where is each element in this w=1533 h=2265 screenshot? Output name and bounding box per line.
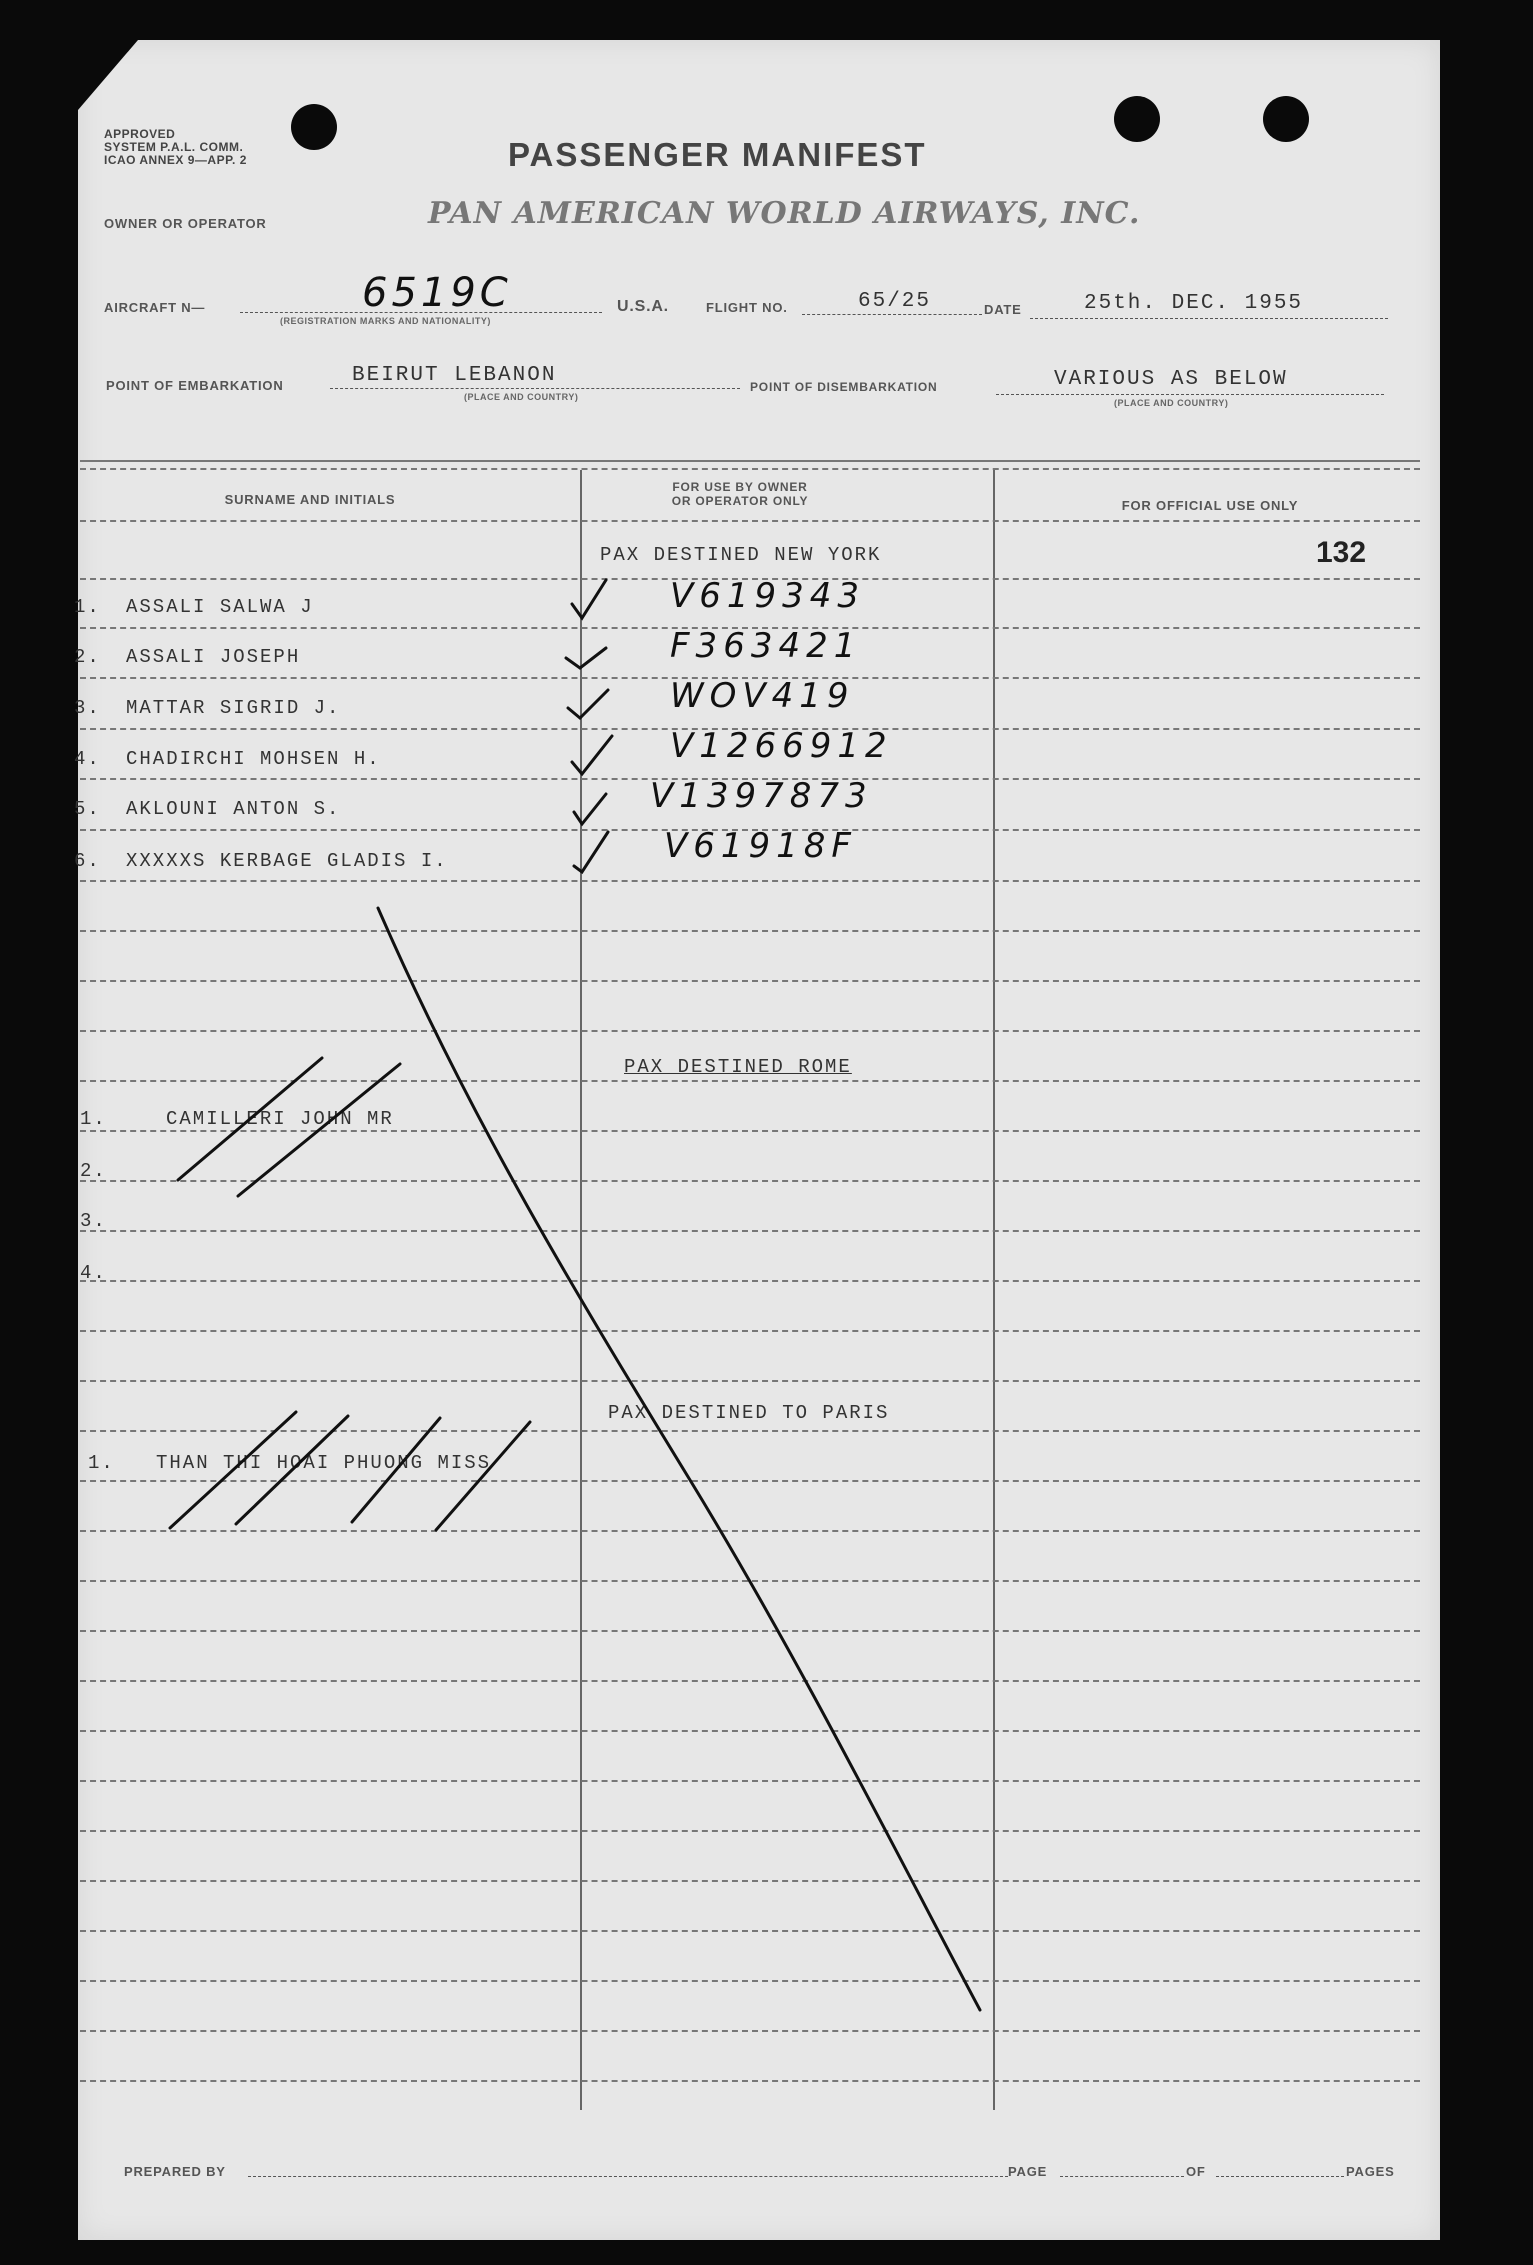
- embarkation-sub: (PLACE AND COUNTRY): [464, 392, 579, 402]
- group-heading-new-york: PAX DESTINED NEW YORK: [600, 544, 882, 566]
- approval-line: APPROVED: [104, 127, 176, 141]
- passenger-name: AKLOUNI ANTON S.: [126, 798, 341, 820]
- passenger-name: ASSALI JOSEPH: [126, 646, 301, 668]
- row-number: 3.: [80, 1210, 107, 1232]
- passenger-number: 5.: [74, 798, 101, 820]
- embarkation-label: POINT OF EMBARKATION: [106, 378, 284, 393]
- passenger-name: THAN THI HOAI PHUONG MISS: [156, 1452, 492, 1474]
- strike-line: [238, 1064, 400, 1196]
- approval-line: SYSTEM P.A.L. COMM.: [104, 140, 244, 154]
- date-value: 25th. DEC. 1955: [1084, 292, 1304, 315]
- passenger-number: 2.: [74, 646, 101, 668]
- checkmark-icon: [568, 690, 608, 718]
- checkmark-icon: [574, 832, 608, 872]
- passport-number: F363421: [670, 626, 862, 666]
- strike-line: [436, 1422, 530, 1530]
- strike-line: [170, 1412, 296, 1528]
- row-number: 2.: [80, 1160, 107, 1182]
- passport-number: V61918F: [664, 826, 857, 866]
- group-heading-rome: PAX DESTINED ROME: [624, 1056, 852, 1078]
- column-header-operator: FOR USE BY OWNER OR OPERATOR ONLY: [671, 480, 809, 508]
- passport-number: V1397873: [650, 776, 873, 816]
- checkmark-icon: [572, 580, 606, 618]
- owner-label: OWNER OR OPERATOR: [104, 216, 267, 231]
- passenger-name: XXXXXS KERBAGE GLADIS I.: [126, 850, 448, 872]
- aircraft-sub: (REGISTRATION MARKS AND NATIONALITY): [280, 316, 491, 326]
- aircraft-label: AIRCRAFT N—: [104, 300, 206, 315]
- passport-number: V619343: [670, 576, 866, 616]
- passport-number: V1266912: [670, 726, 893, 766]
- embarkation-value: BEIRUT LEBANON: [352, 364, 557, 387]
- owner-value: PAN AMERICAN WORLD AIRWAYS, INC.: [428, 196, 1141, 231]
- footer-of: OF: [1186, 2164, 1206, 2179]
- passenger-name: ASSALI SALWA J: [126, 596, 314, 618]
- column-header-official: FOR OFFICIAL USE ONLY: [1121, 498, 1299, 513]
- passenger-number: 3.: [74, 697, 101, 719]
- strike-line: [178, 1058, 322, 1180]
- flight-value: 65/25: [858, 290, 932, 313]
- nationality: U.S.A.: [617, 298, 669, 315]
- disembarkation-sub: (PLACE AND COUNTRY): [1114, 398, 1229, 408]
- footer-prepared-by: PREPARED BY: [124, 2164, 226, 2179]
- strike-line: [352, 1418, 440, 1522]
- flight-label: FLIGHT NO.: [706, 300, 788, 315]
- page-count: 132: [1316, 536, 1367, 569]
- passenger-name: MATTAR SIGRID J.: [126, 697, 341, 719]
- passenger-name: CAMILLERI JOHN MR: [166, 1108, 394, 1130]
- checkmark-icon: [566, 648, 606, 668]
- disembarkation-label: POINT OF DISEMBARKATION: [750, 380, 938, 394]
- group-heading-paris: PAX DESTINED TO PARIS: [608, 1402, 890, 1424]
- passport-number: WOV419: [670, 676, 855, 716]
- footer-pages: PAGES: [1346, 2164, 1395, 2179]
- row-number: 1.: [80, 1108, 107, 1130]
- row-number: 4.: [80, 1262, 107, 1284]
- passenger-name: CHADIRCHI MOHSEN H.: [126, 748, 381, 770]
- aircraft-value: 6519C: [362, 270, 512, 316]
- disembarkation-value: VARIOUS AS BELOW: [1054, 368, 1288, 391]
- checkmark-icon: [574, 794, 606, 824]
- strike-line: [236, 1416, 348, 1524]
- column-header-surname: SURNAME AND INITIALS: [224, 492, 396, 507]
- passenger-number: 1.: [74, 596, 101, 618]
- form-title: PASSENGER MANIFEST: [508, 136, 927, 173]
- date-label: DATE: [984, 302, 1022, 317]
- footer-page: PAGE: [1008, 2164, 1048, 2179]
- diagonal-strike: [378, 908, 980, 2010]
- row-number: 1.: [88, 1452, 115, 1474]
- approval-line: ICAO ANNEX 9—APP. 2: [104, 153, 247, 167]
- passenger-number: 6.: [74, 850, 101, 872]
- checkmark-icon: [572, 736, 612, 774]
- passenger-number: 4.: [74, 748, 101, 770]
